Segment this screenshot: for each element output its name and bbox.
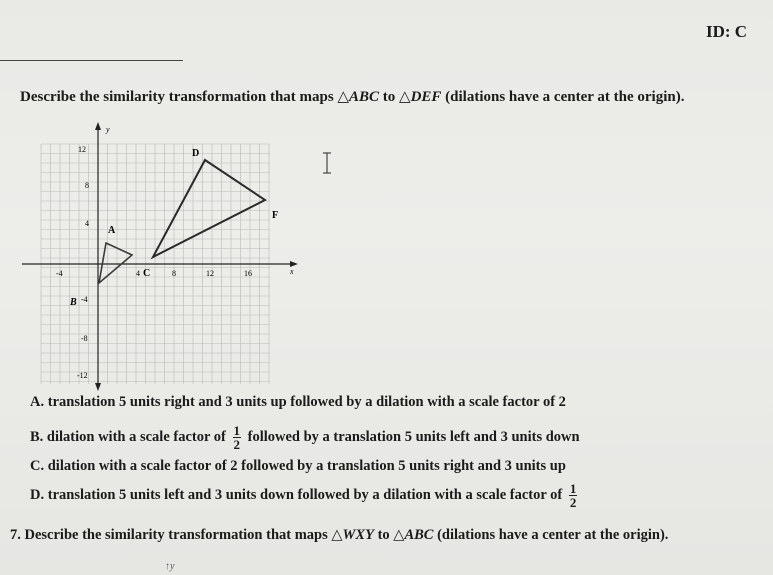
name-line (0, 60, 183, 61)
choice-b-text-after: followed by a translation 5 units left and 3 units down (247, 428, 580, 445)
q6-mid: to (379, 89, 400, 105)
q7-to-triangle: △ABC (393, 527, 434, 543)
point-f-label: F (272, 210, 279, 221)
q7-from-triangle: △WXY (331, 527, 374, 543)
q7-prefix: Describe the similarity transformation that maps (24, 527, 332, 543)
choice-a-letter: A. (30, 394, 45, 410)
y-tick-label: 4 (85, 219, 89, 228)
text-cursor-icon (322, 152, 332, 174)
q6-from-triangle: △ABC (337, 89, 380, 105)
question-6-prompt (20, 87, 684, 106)
coordinate-graph (22, 122, 322, 392)
x-tick-label: -4 (56, 269, 63, 278)
choice-d-fraction (569, 482, 578, 509)
x-tick-label: 4 (136, 269, 140, 278)
x-tick-label: 12 (206, 269, 214, 278)
x-tick-label: 16 (244, 269, 252, 278)
y-axis-arrow-up (95, 122, 101, 130)
y-tick-label: -4 (81, 295, 88, 304)
choice-d[interactable] (30, 482, 580, 509)
choice-d-text-before: translation 5 units left and 3 units down followed by a dilation with a scale factor of (47, 486, 563, 503)
choice-d-letter: D. (30, 486, 45, 503)
point-b-label: B (70, 297, 77, 308)
choice-b-fraction (233, 424, 242, 451)
triangle-def (153, 160, 265, 257)
y-axis-label: y (106, 125, 110, 134)
q7-mid: to (373, 527, 394, 543)
x-axis-label: x (290, 267, 294, 276)
y-tick-label: -8 (81, 334, 88, 343)
y-tick-label: 12 (78, 145, 86, 154)
question-7-prompt (10, 526, 668, 544)
choice-a[interactable] (30, 394, 566, 411)
q6-to-triangle: △DEF (399, 89, 442, 105)
choice-c[interactable] (30, 458, 566, 475)
q6-prefix: Describe the similarity transformation that maps (20, 89, 338, 105)
choice-c-letter: C. (30, 458, 45, 474)
x-tick-label: 8 (172, 269, 176, 278)
y-tick-label: -12 (77, 371, 88, 380)
choice-a-text: translation 5 units right and 3 units up followed by a dilation with a scale factor of 2 (47, 394, 566, 410)
q6-suffix: (dilations have a center at the origin). (441, 89, 685, 105)
y-tick-label: 8 (85, 181, 89, 190)
next-graph-y-label: y (170, 561, 175, 572)
fraction-numerator: 1 (233, 423, 240, 438)
q7-suffix: (dilations have a center at the origin). (433, 527, 669, 543)
next-graph-y-axis (165, 561, 174, 572)
fraction-denominator: 2 (569, 495, 577, 510)
choice-b[interactable] (30, 424, 580, 451)
choice-c-text: dilation with a scale factor of 2 followed by a translation 5 units right and 3 units up (47, 458, 566, 474)
up-arrow-icon: ↑ (165, 561, 170, 572)
point-c-label: C (143, 268, 151, 279)
id-label: ID: C (706, 22, 748, 41)
y-axis-arrow-down (95, 383, 101, 391)
choice-b-text-before: dilation with a scale factor of (46, 428, 226, 445)
point-d-label: D (192, 148, 200, 159)
point-a-label: A (108, 225, 116, 236)
fraction-numerator: 1 (569, 481, 577, 496)
fraction-denominator: 2 (233, 437, 240, 452)
choice-b-letter: B. (30, 428, 44, 445)
q7-number: 7. (10, 527, 21, 543)
